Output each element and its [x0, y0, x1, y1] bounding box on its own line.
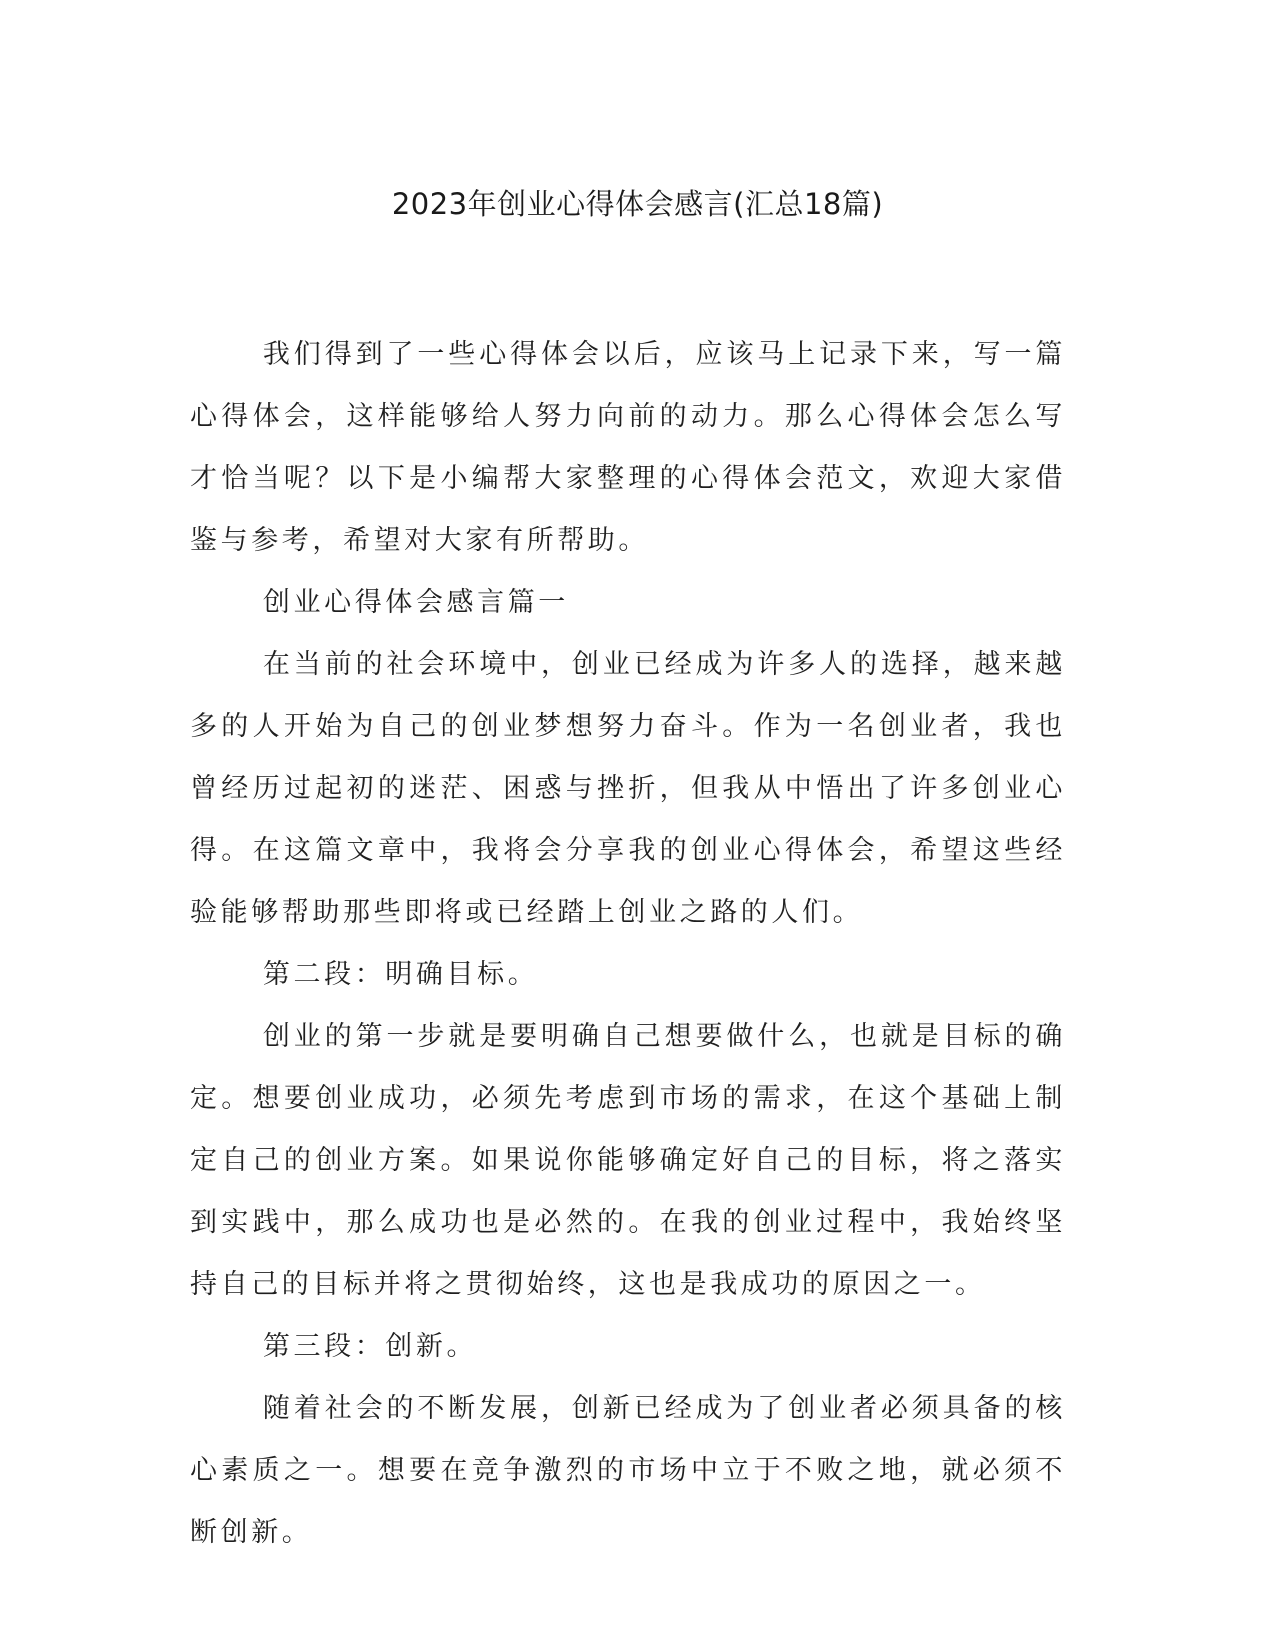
document-title: 2023年创业心得体会感言(汇总18篇) — [391, 187, 884, 221]
section-heading-part-one: 创业心得体会感言篇一 — [262, 587, 569, 618]
body-paragraph: 创业的第一步就是要明确自己想要做什么，也就是目标的确定。想要创业成功，必须先考虑到市场的需求，在这个基础上制定自己的创业方案。如果说你能够确定好自己的目标，将之落实到实践中，那么成功也是必然的。在我的创业过程中，我始终坚持自己的目标并将之贯彻始终，这也是我成功的原因之一。 — [190, 1021, 1066, 1300]
section-heading-paragraph-two: 第二段：明确目标。 — [262, 959, 539, 990]
intro-paragraph: 我们得到了一些心得体会以后，应该马上记录下来，写一篇心得体会，这样能够给人努力向前的动力。那么心得体会怎么写才恰当呢？以下是小编帮大家整理的心得体会范文，欢迎大家借鉴与参考，希望对大家有所帮助。 — [190, 339, 1066, 556]
section-heading-paragraph-three: 第三段：创新。 — [262, 1331, 478, 1362]
body-paragraph: 随着社会的不断发展，创新已经成为了创业者必须具备的核心素质之一。想要在竞争激烈的市场中立于不败之地，就必须不断创新。 — [190, 1393, 1066, 1548]
document-body — [190, 324, 1066, 1564]
body-paragraph: 在当前的社会环境中，创业已经成为许多人的选择，越来越多的人开始为自己的创业梦想努力奋斗。作为一名创业者，我也曾经历过起初的迷茫、困惑与挫折，但我从中悟出了许多创业心得。在这篇文章中，我将会分享我的创业心得体会，希望这些经验能够帮助那些即将或已经踏上创业之路的人们。 — [190, 649, 1066, 928]
